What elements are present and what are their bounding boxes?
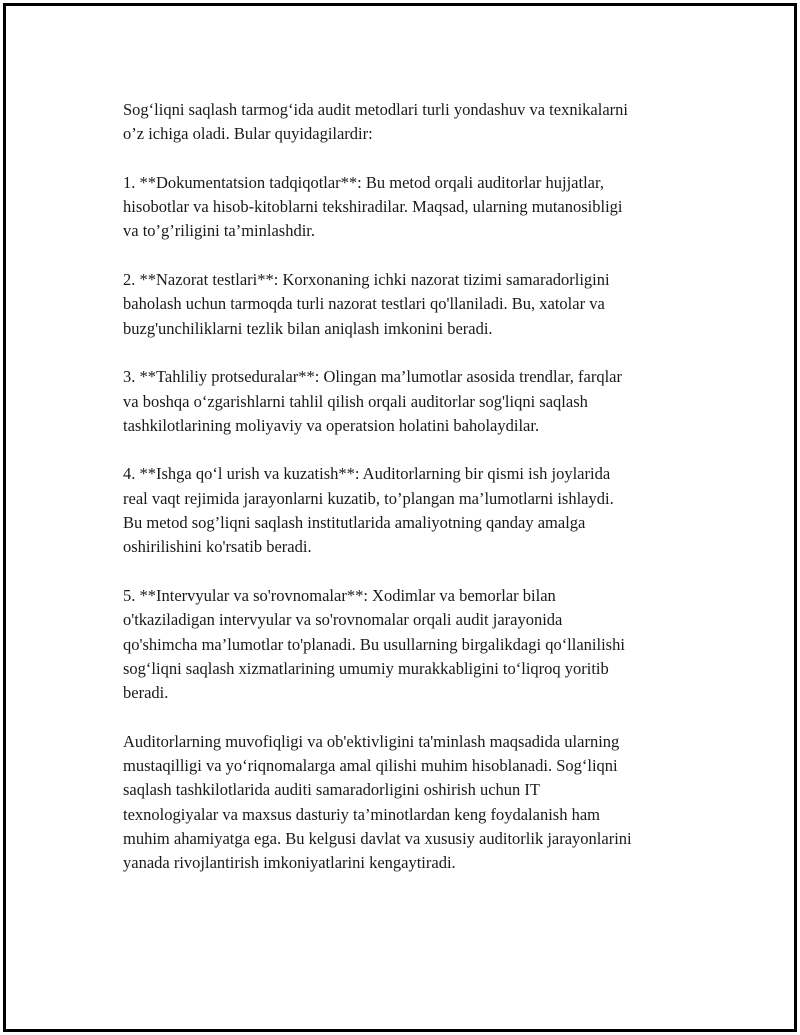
text-line: muhim ahamiyatga ega. Bu kelgusi davlat va xususiy auditorlik jarayonlarini <box>123 828 632 848</box>
list-item-4 <box>123 462 703 559</box>
text-line: 2. **Nazorat testlari**: Korxonaning ichki nazorat tizimi samaradorligini <box>123 270 610 290</box>
text-line: 1. **Dokumentatsion tadqiqotlar**: Bu metod orqali auditorlar hujjatlar, <box>123 172 604 192</box>
text-line: Auditorlarning muvofiqligi va ob'ektivligini ta'minlash maqsadida ularning <box>123 731 620 751</box>
text-line: 4. **Ishga qo‘l urish va kuzatish**: Auditorlarning bir qismi ish joylarida <box>123 464 611 484</box>
text-line: yanada rivojlantirish imkoniyatlarini kengaytiradi. <box>123 853 456 873</box>
text-line: o'tkaziladigan intervyular va so'rovnomalar orqali audit jarayonida <box>123 610 563 630</box>
list-item-2 <box>123 268 703 341</box>
intro-paragraph <box>123 98 703 147</box>
text-line: va boshqa o‘zgarishlarni tahlil qilish orqali auditorlar sog'liqni saqlash <box>123 391 588 411</box>
text-line: sog‘liqni saqlash xizmatlarining umumiy murakkabligini to‘liqroq yoritib <box>123 658 609 678</box>
text-line: qo'shimcha ma’lumotlar to'planadi. Bu usullarning birgalikdagi qo‘llanilishi <box>123 634 625 654</box>
text-line: buzg'unchiliklarni tezlik bilan aniqlash imkonini beradi. <box>123 318 493 338</box>
text-line: Sog‘liqni saqlash tarmog‘ida audit metodlari turli yondashuv va texnikalarni <box>123 100 628 119</box>
text-line: tashkilotlarining moliyaviy va operatsion holatini baholaydilar. <box>123 415 540 435</box>
text-line: beradi. <box>123 683 169 703</box>
list-item-3 <box>123 365 703 438</box>
document-body <box>123 98 703 900</box>
text-line: 3. **Tahliliy protseduralar**: Olingan ma’lumotlar asosida trendlar, farqlar <box>123 367 622 387</box>
text-line: texnologiyalar va maxsus dasturiy ta’minotlardan keng foydalanish ham <box>123 804 601 824</box>
text-line: mustaqilligi va yo‘riqnomalarga amal qilishi muhim hisoblanadi. Sog‘liqni <box>123 756 618 776</box>
text-line: hisobotlar va hisob-kitoblarni tekshiradilar. Maqsad, ularning mutanosibligi <box>123 197 623 217</box>
text-line: 5. **Intervyular va so'rovnomalar**: Xodimlar va bemorlar bilan <box>123 585 556 605</box>
text-line: oshirilishini ko'rsatib beradi. <box>123 537 312 557</box>
text-line: real vaqt rejimida jarayonlarni kuzatib, to’plangan ma’lumotlarni ishlaydi. <box>123 488 614 508</box>
page-frame <box>3 3 797 1032</box>
text-line: Bu metod sog’liqni saqlash institutlarida amaliyotning qanday amalga <box>123 513 586 533</box>
text-line: o’z ichiga oladi. Bular quyidagilardir: <box>123 124 373 144</box>
list-item-1 <box>123 171 703 244</box>
text-line: baholash uchun tarmoqda turli nazorat testlari qo'llaniladi. Bu, xatolar va <box>123 294 605 314</box>
text-line: saqlash tashkilotlarida auditi samaradorligini oshirish uchun IT <box>123 780 540 800</box>
conclusion-paragraph <box>123 730 703 876</box>
list-item-5 <box>123 584 703 705</box>
text-line: va to’g’riligini ta’minlashdir. <box>123 221 316 241</box>
